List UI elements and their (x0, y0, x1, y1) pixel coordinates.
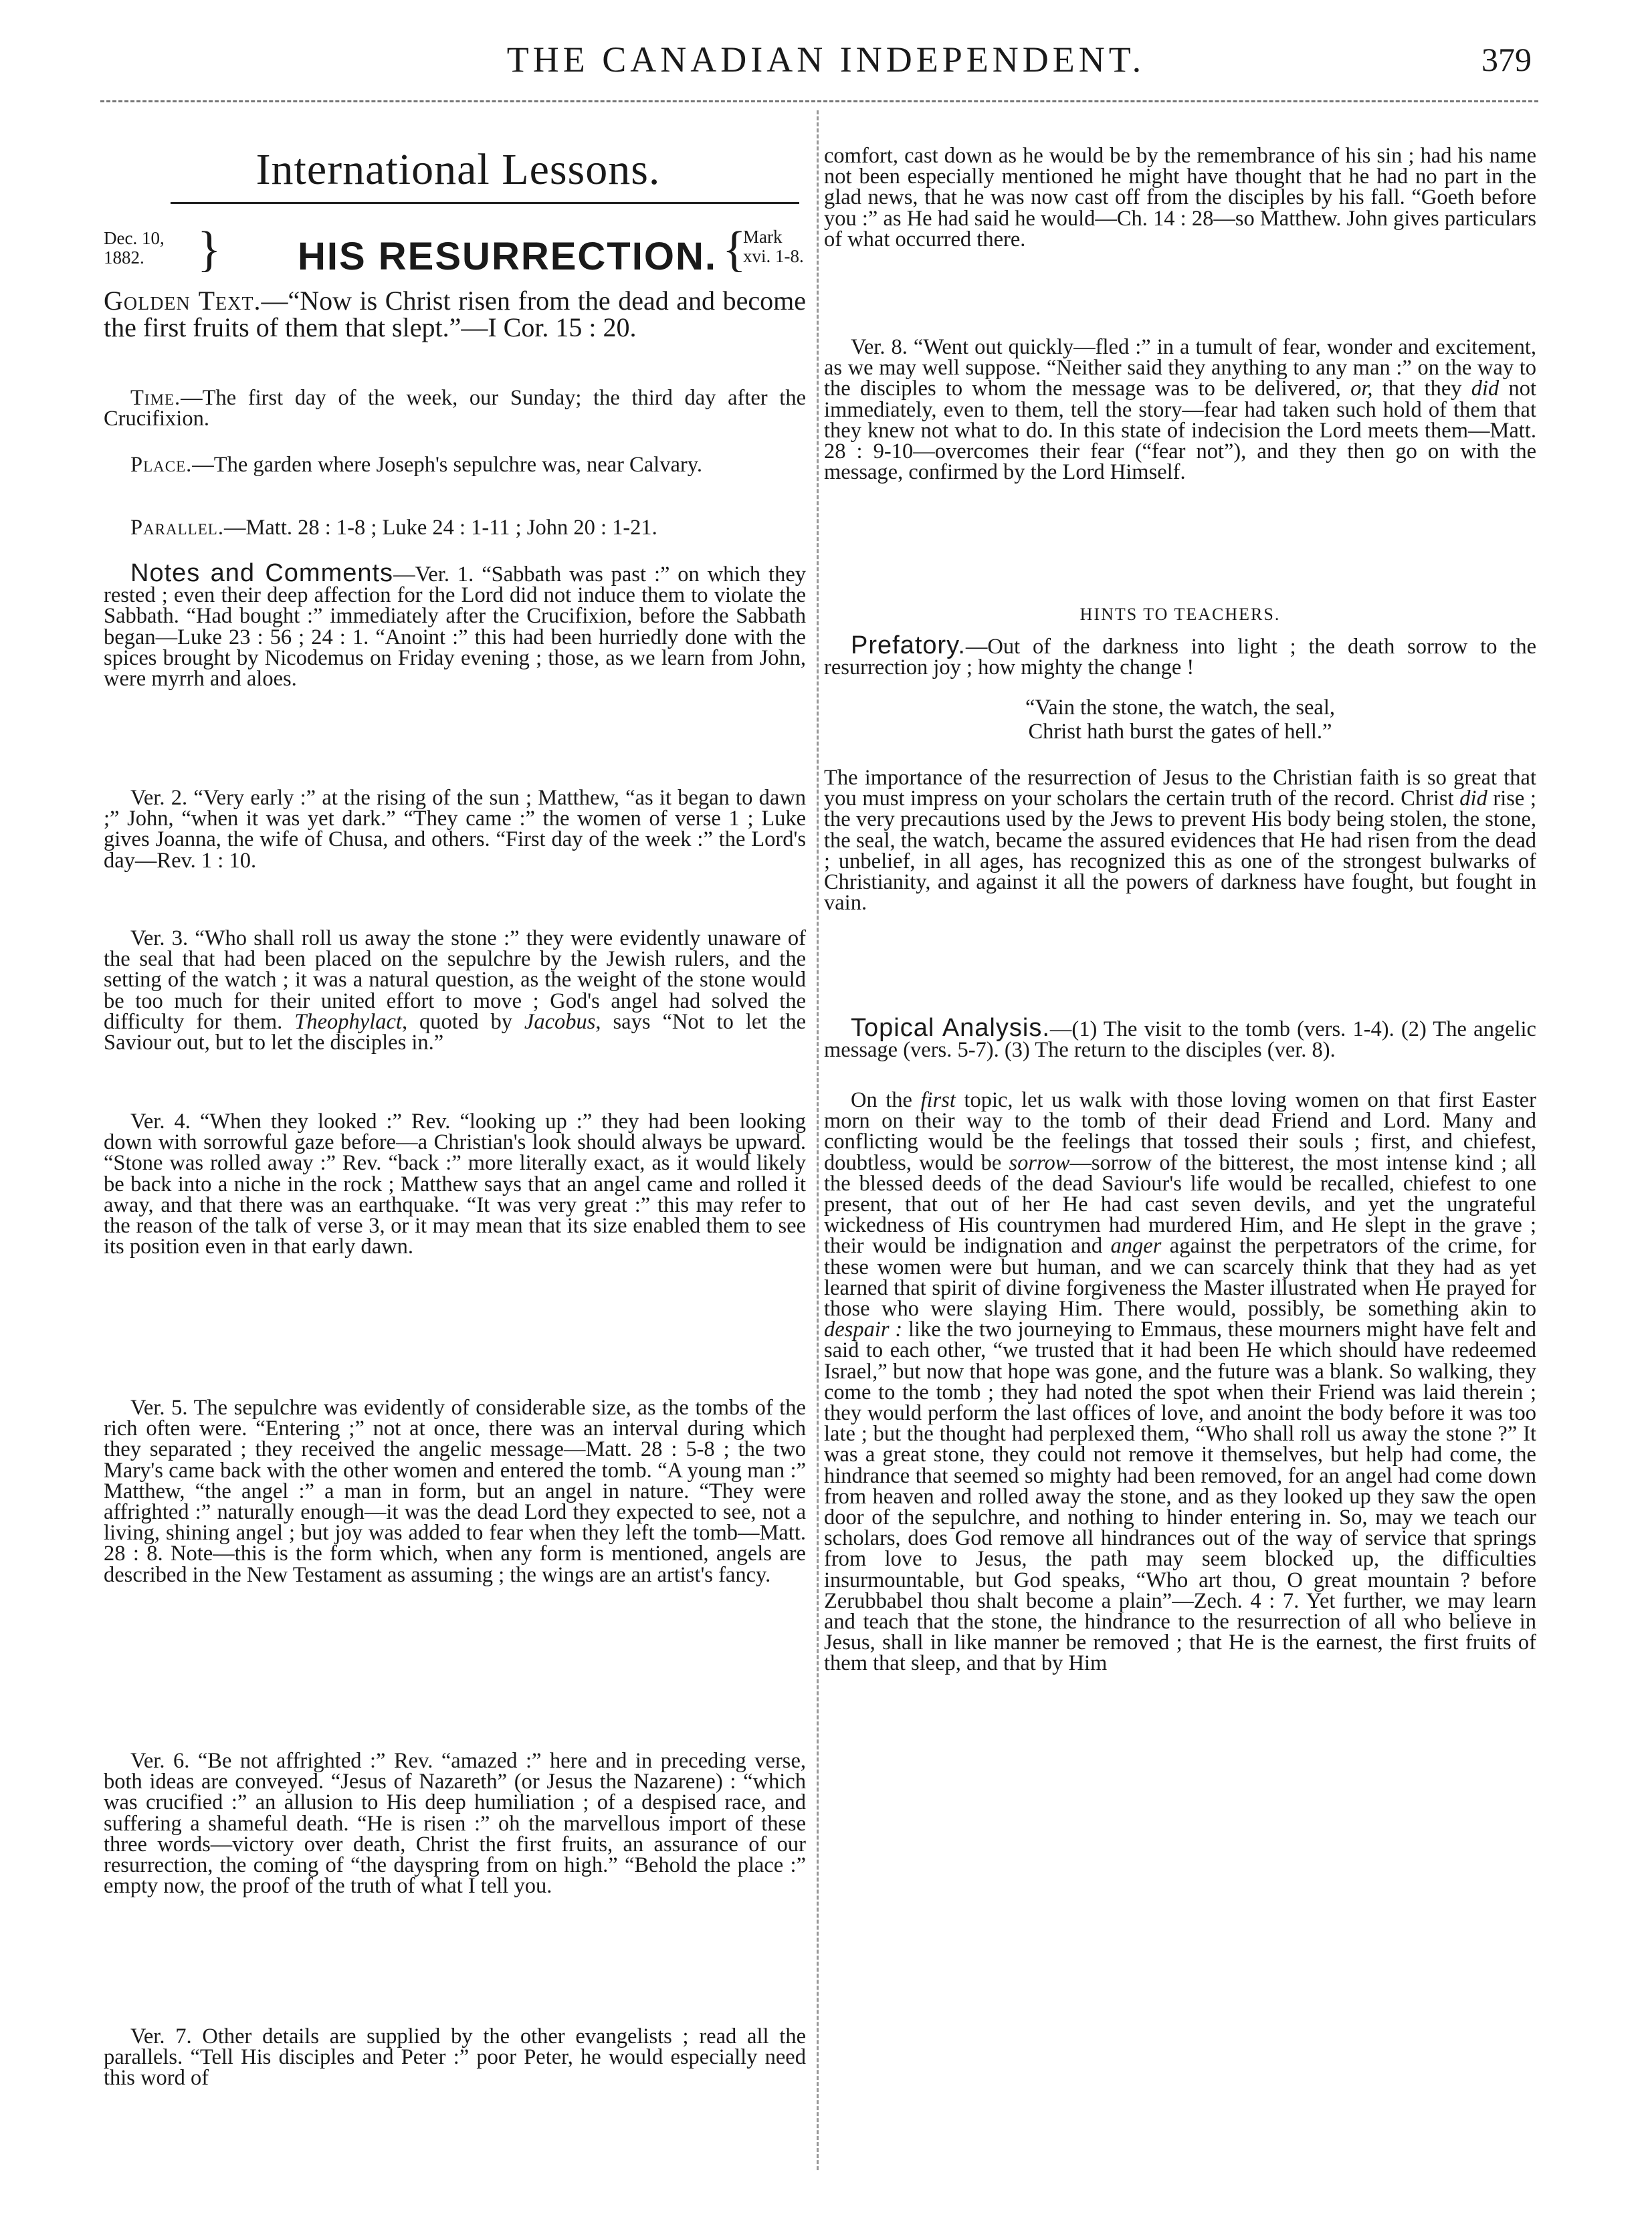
topical-paragraph (824, 1014, 1536, 1063)
golden-text-body: —“Now is Christ risen from the dead and become the first fruits of them that slept.”—I Cor. 15 : 20. (104, 286, 806, 342)
section-title: International Lessons. (255, 145, 661, 194)
poem-line-2: Christ hath burst the gates of hell.” (1028, 720, 1332, 744)
place-text: —The garden where Joseph's sepulchre was, near Calvary. (192, 453, 702, 477)
first-topic-d: against the perpetrators of the crime, for these women were but human, and we can scarcely think that they had as yet learned that spirit of divine forgiveness the Master illustrated when He prayed for those who were slaying Him. There would, possibly, be something akin to (824, 1234, 1536, 1322)
ver3-text-a: Ver. 3. “Who shall roll us away the stone :” they were evidently unaware of the seal that had been placed on the sepulchre by the Jewish rulers, and the setting of the watch ; it was a natural question, as the weight of the stone would be too much for their united effort to move ; God's angel had solved the difficulty for them. (104, 926, 806, 1034)
first-topic-c: —sorrow of the bitterest, the most intense kind ; all the blessed deeds of the dead Saviour's life would be recalled, chiefest to one present, that out of her He had cast seven devils, and yet the ungrateful wickedness of His countrymen had murdered Him, and He slept in the grave ; their would be indignation and (824, 1150, 1536, 1259)
ver8-paragraph (824, 337, 1536, 483)
ver6-paragraph: Ver. 6. “Be not affrighted :” Rev. “amazed :” here and in preceding verse, both ideas are conveyed. “Jesus of Nazareth” (or Jesus the Nazarene) : “which was crucified :” an allusion to His deep humiliation ; of a despised race, and suffering a shameful death. “He is risen :” oh the marvellous import of these three words—victory over death, Christ the first fruits, an assurance of our resurrection, the coming of “the dayspring from on high.” “Behold the place :” empty now, the proof of the truth of what I tell you. (104, 1749, 806, 1899)
ver5-paragraph: Ver. 5. The sepulchre was evidently of considerable size, as the tombs of the rich often were. “Entering ;” not at once, there was an interval during which they separated ; they received the angelic message—Matt. 28 : 5-8 ; the two Mary's came back with the other women and entered the tomb. “A young man :” Matthew, “the angel :” a man in form, but an angel in nature. “They were affrighted :” naturally enough—it was the dead Lord they expected to see, not a living, shining angel ; but joy was added to fear when they left the tomb—Matt. 28 : 8. Note—this is the form which, when any form is mentioned, angels are described in the New Testament as assuming ; the wings are an artist's fancy. (104, 1396, 806, 1587)
topical-label: Topical Analysis. (851, 1014, 1050, 1042)
first-topic-e: like the two journeying to Emmaus, these mourners might have felt and said to each other, “we trusted that it had been He which should have redeemed Israel,” but now that hope was gone, and the future was a blank. So walking, they come to the tomb ; they had noted the spot when their Friend was laid therein ; they would perform the last offices of love, and anoint the body before it was too late ; but the thought had perplexed them, “Who shall roll us away the stone ?” It was a great stone, they could not remove it themselves, but help had come, the hindrance that seemed so mighty had been removed, for an angel had come down from heaven and rolled away the stone, and as they looked up they saw the open door of the sepulchre, and nothing to hinder entering in. So, may we teach our scholars, does God remove all hindrances out of the way of service that springs from love to Jesus, the path may seem blocked up, the difficulties insurmountable, but God speaks, “Who art thou, O great mountain ? before Zerubbabel thou shalt become a plain”—Zech. 4 : 7. Yet further, we may learn and teach that the stone, the hindrance to the resurrection of all who believe in Jesus, shall in like manner be removed ; that He is the earnest, the first fruits of them that sleep, and that by Him (824, 1318, 1536, 1676)
first-topic-first: first (920, 1088, 956, 1112)
notes-label: Notes and Comments (130, 559, 394, 587)
first-topic-paragraph (824, 1090, 1536, 1675)
ver3-text-c: , says “Not to let the Saviour out, but to let the disciples in.” (104, 1009, 806, 1055)
first-topic-a: On the (851, 1088, 921, 1112)
header-rule (100, 100, 1538, 102)
first-topic-b: topic, let us walk with those loving women on that first Easter morn on their way to the tomb of their dead Friend and Lord. Many and conflicting would be the feelings that tossed their souls ; first, and chiefest, doubtless, would be (824, 1088, 1536, 1175)
ver8-text-c: not immediately, even to them, tell the story—fear had taken such hold of them that they knew not what to do. In this state of indecision the Lord meets them—Matt. 28 : 9-10—overcomes their fear (“fear not”), and they then go on with the message, confirmed by the Lord Himself. (824, 377, 1536, 485)
lesson-reference: Mark xvi. 1-8. (743, 227, 804, 266)
ver8-text-a: Ver. 8. “Went out quickly—fled :” in a tumult of fear, wonder and excitement, as we may well suppose. “Neither said they anything to any man :” on the way to the disciples to whom the message was to be delivered, (824, 335, 1536, 401)
place-paragraph (104, 455, 806, 476)
golden-text-paragraph (104, 288, 806, 341)
lesson-header (104, 221, 806, 294)
left-brace: } (197, 222, 221, 277)
ver4-paragraph: Ver. 4. “When they looked :” Rev. “looking up :” they had been looking down with sorrowful gaze before—a Christian's look should always be upward. “Stone was rolled away :” Rev. “back :” more literally exact, as it would likely be back into a niche in the rock ; Matthew says that an angel came and rolled it away, and that there was an earthquake. “It was very great :” this may refer to the reason of the talk of verse 3, or it may mean that its size enabled them to see its position even in that early dawn. (104, 1110, 806, 1259)
topical-text: —(1) The visit to the tomb (vers. 1-4). (2) The angelic message (vers. 5-7). (3) The return to the disciples (ver. 8). (824, 1017, 1536, 1063)
parallel-text: —Matt. 28 : 1-8 ; Luke 24 : 1-11 ; John 20 : 1-21. (223, 516, 657, 540)
running-head (0, 39, 1652, 92)
time-paragraph (104, 388, 806, 429)
first-topic-sorrow: sorrow (1009, 1150, 1070, 1175)
notes-paragraph (104, 559, 806, 692)
golden-text-label: Golden Text. (104, 286, 262, 316)
prefatory-paragraph (824, 631, 1536, 680)
ver2-paragraph: Ver. 2. “Very early :” at the rising of the sun ; Matthew, “as it began to dawn ;” John, “when it was yet dark.” “They came :” the women of verse 1 ; Luke gives Joanna, the wife of Chusa, and others. “First day of the week :” the Lord's day—Rev. 1 : 10. (104, 786, 806, 873)
section-title-rule (171, 202, 799, 204)
first-topic-despair: despair : (824, 1318, 903, 1342)
lesson-date: Dec. 10, 1882. (104, 228, 165, 268)
importance-did: did (1459, 786, 1487, 811)
poem (824, 696, 1536, 744)
ver8-or: or, (1350, 377, 1373, 401)
continuation-paragraph: comfort, cast down as he would be by the remembrance of his sin ; had his name not been especially mentioned he might have thought that he had no part in the glad news, that he was now cast off from the disciples by his fall. “Goeth before you :” as He had said he would—Ch. 14 : 28—so Matthew. John gives particulars of what occurred there. (824, 144, 1536, 251)
ver3-theophylact: Theophylact (294, 1009, 402, 1034)
running-title: THE CANADIAN INDEPENDENT. (506, 39, 1146, 80)
poem-line-1: “Vain the stone, the watch, the seal, (1025, 696, 1335, 720)
parallel-label: Parallel. (130, 516, 224, 540)
column-divider (817, 110, 819, 2170)
page-number: 379 (1481, 41, 1532, 78)
ver7-paragraph: Ver. 7. Other details are supplied by the other evangelists ; read all the parallels. “Tell His disciples and Peter :” poor Peter, he would especially need this word of (104, 2024, 806, 2091)
prefatory-text: —Out of the darkness into light ; the death sorrow to the resurrection joy ; how mighty the change ! (824, 635, 1536, 680)
time-label: Time. (130, 386, 181, 410)
ver8-did: did (1471, 377, 1500, 401)
lesson-title: HIS RESURRECTION. (298, 235, 717, 278)
ver8-text-b: that they (1372, 377, 1471, 401)
prefatory-label: Prefatory. (851, 631, 966, 659)
ver3-paragraph (104, 928, 806, 1053)
hints-heading: HINTS TO TEACHERS. (1079, 605, 1281, 624)
time-text: —The first day of the week, our Sunday; the third day after the Crucifixion. (104, 386, 806, 431)
first-topic-anger: anger (1110, 1234, 1162, 1259)
notes-text: —Ver. 1. “Sabbath was past :” on which they rested ; even their deep affection for the Lord did not induce them to violate the Sabbath. “Had bought :” immediately after the Crucifixion, before the Sabbath began—Luke 23 : 56 ; 24 : 1. “Anoint :” this had been hurriedly done with the spices brought by Nicodemus on Friday evening ; those, as we learn from John, were myrrh and aloes. (104, 562, 806, 692)
importance-paragraph (824, 768, 1536, 914)
place-label: Place. (130, 453, 193, 477)
right-brace: { (722, 222, 746, 277)
importance-text-a: The importance of the resurrection of Jesus to the Christian faith is so great that you must impress on your scholars the certain truth of the record. Christ (824, 766, 1536, 811)
parallel-paragraph (104, 518, 806, 538)
importance-text-b: rise ; the very precautions used by the Jews to prevent His body being stolen, the stone, the seal, the watch, became the assured evidences that He had risen from the dead ; unbelief, in all ages, has recognized this as one of the strongest bulwarks of Christianity, and against it all the powers of darkness have fought, but fought in vain. (824, 786, 1536, 916)
ver3-jacobus: Jacobus (524, 1009, 596, 1034)
ver3-text-b: , quoted by (401, 1009, 524, 1034)
